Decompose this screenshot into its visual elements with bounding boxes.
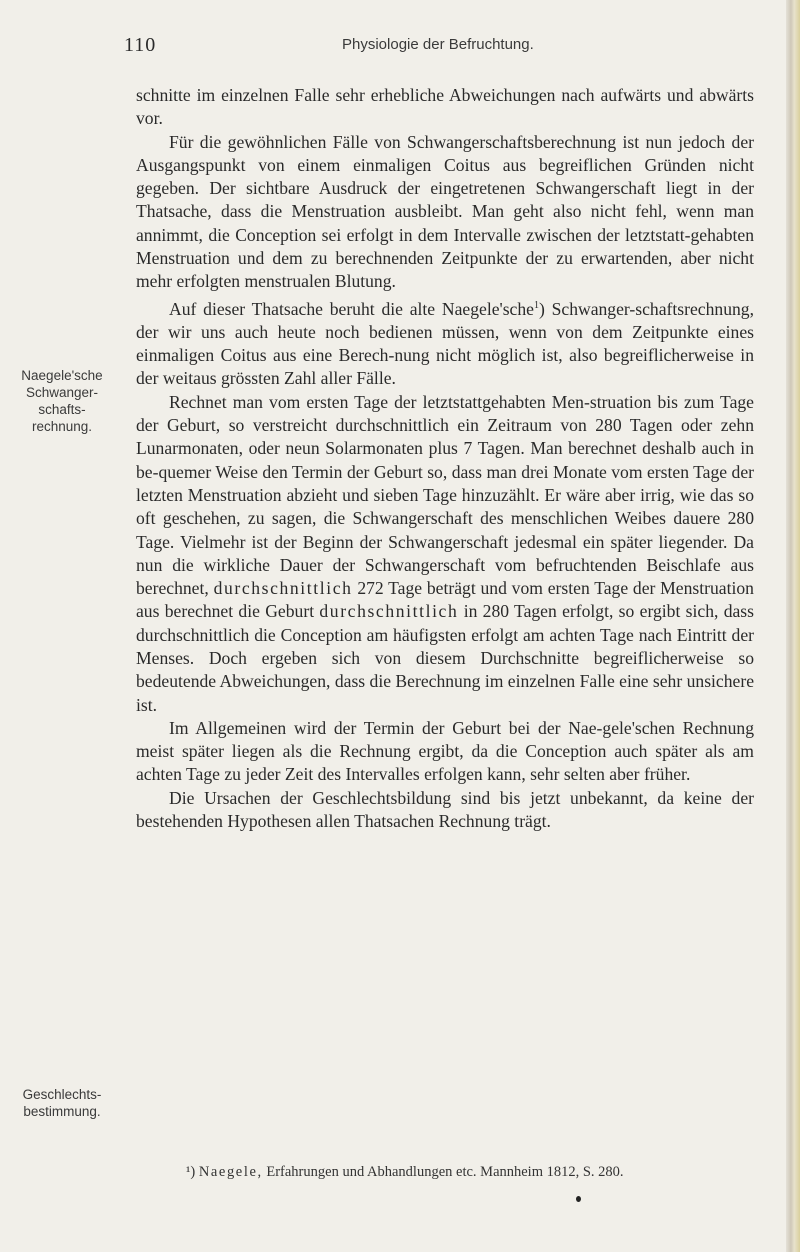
ink-spot bbox=[576, 1196, 581, 1202]
paragraph-3-text-b: ) Schwanger-schaftsrechnung, der wir uns auch heute noch bedienen müssen, wenn von dem Zeitpunkte eines einmaligen Coitus aus eine Berech-nung nicht möglich ist, also begreiflicherweise in der weitaus grössten Zahl aller Fälle. bbox=[136, 298, 754, 389]
paragraph-4-text-b: 272 Tage beträgt und vom ersten Tage der Menstruation aus berechnet die Geburt bbox=[136, 578, 754, 622]
page-edge bbox=[786, 0, 800, 1252]
footnote bbox=[186, 1164, 756, 1181]
paragraph-2: Für die gewöhnlichen Fälle von Schwangerschaftsberechnung ist nun jedoch der Ausgangspunkt von einem einmaligen Coitus aus begreiflichen Gründen nicht gegeben. Der sichtbare Ausdruck der eingetretenen Schwangerschaft liegt in der Thatsache, dass die Menstruation ausbleibt. Man geht also nicht fehl, wenn man annimmt, die Conception sei erfolgt in dem Intervalle zwischen der letztstatt-gehabten Menstruation und dem zu berechnenden Zeitpunkte der zu erwartenden, aber nicht mehr erfolgten menstrualen Blutung. bbox=[136, 131, 754, 292]
paragraph-6: Die Ursachen der Geschlechtsbildung sind bis jetzt unbekannt, da keine der bestehenden Hypothesen allen Thatsachen Rechnung trägt. bbox=[136, 787, 754, 832]
paragraph-4 bbox=[136, 391, 754, 717]
footnote-text: Erfahrungen und Abhandlungen etc. Mannheim 1812, S. 280. bbox=[266, 1164, 624, 1180]
paragraph-3 bbox=[136, 294, 754, 391]
page-header bbox=[124, 34, 764, 68]
margin-note-line: Schwanger- bbox=[25, 385, 99, 400]
emphasis-durchschnittlich: durchschnittlich bbox=[213, 578, 353, 599]
margin-note-geschlecht bbox=[0, 1086, 124, 1120]
footnote-marker: ¹) bbox=[186, 1164, 196, 1180]
margin-note-line: schafts- bbox=[38, 402, 86, 417]
page-number: 110 bbox=[124, 34, 157, 56]
paragraph-3-text-a: Auf dieser Thatsache beruht die alte Naegele'sche bbox=[169, 298, 534, 319]
footnote-author: Naegele, bbox=[198, 1164, 263, 1180]
paragraph-4-text-c: in 280 Tagen erfolgt, so ergibt sich, dass durchschnittlich die Conception am häufigsten erfolgt am achten Tage nach Eintritt der Menses. Doch ergeben sich von diesem Durchschnitte begreiflicherweise so bedeutende Abweichungen, dass die Berechnung im einzelnen Falle eine sehr unsichere ist. bbox=[136, 601, 755, 715]
margin-note-line: Geschlechts- bbox=[22, 1087, 102, 1102]
margin-note-naegele bbox=[0, 367, 124, 435]
emphasis-durchschnittlich: durchschnittlich bbox=[319, 601, 459, 622]
footnote-reference: 1 bbox=[533, 299, 539, 311]
paragraph-4-text-a: Rechnet man vom ersten Tage der letztstattgehabten Men-struation bis zum Tage der Geburt, so verstreicht durchschnittlich ein Zeitraum von 280 Tagen oder zehn Lunarmonaten, oder neun Solarmonaten plus 7 Tagen. Man berechnet deshalb auch in be-quemer Weise den Termin der Geburt so, dass man drei Monate vom ersten Tage der letzten Menstruation abzieht und sieben Tage hinzuzählt. Er wäre aber irrig, wie das so oft geschehen, zu sagen, die Schwangerschaft des menschlichen Weibes dauere 280 Tage. Vielmehr ist der Beginn der Schwangerschaft jedesmal ein später liegender. Da nun die wirkliche Dauer der Schwangerschaft vom befruchtenden Beischlafe aus berechnet, bbox=[136, 391, 754, 599]
paragraph-5: Im Allgemeinen wird der Termin der Geburt bei der Nae-gele'schen Rechnung meist später liegen als die Rechnung ergibt, da die Conception auch später als am achten Tage zu jeder Zeit des Intervalles erfolgen kann, sehr selten aber früher. bbox=[136, 717, 754, 785]
running-title: Physiologie der Befruchtung. bbox=[342, 36, 534, 53]
margin-note-line: Naegele'sche bbox=[21, 368, 103, 383]
margin-note-line: rechnung. bbox=[31, 419, 93, 434]
paragraph-1: schnitte im einzelnen Falle sehr erhebliche Abweichungen nach aufwärts und abwärts vor. bbox=[136, 85, 754, 129]
body-text bbox=[136, 84, 754, 833]
margin-note-line: bestimmung. bbox=[23, 1104, 101, 1119]
